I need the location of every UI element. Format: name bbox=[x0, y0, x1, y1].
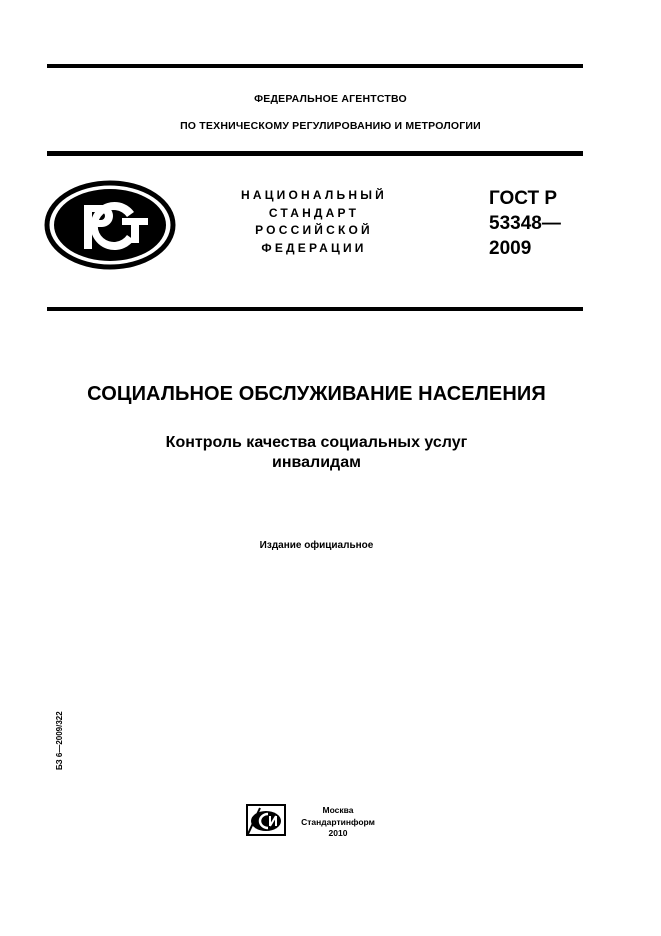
side-code: БЗ 6—2009/322 bbox=[55, 711, 64, 770]
national-standard-line: РОССИЙСКОЙ bbox=[255, 223, 373, 237]
document-subtitle bbox=[0, 433, 633, 473]
agency-name-line1: ФЕДЕРАЛЬНОЕ АГЕНТСТВО bbox=[254, 93, 407, 105]
top-rule bbox=[47, 64, 583, 68]
standard-code bbox=[489, 186, 561, 261]
national-standard-line: НАЦИОНАЛЬНЫЙ bbox=[240, 188, 388, 202]
standard-code-line2: 53348— bbox=[489, 213, 561, 234]
publisher-info bbox=[290, 805, 386, 840]
standard-code-line1: ГОСТ Р bbox=[489, 188, 558, 209]
header-bottom-rule bbox=[47, 307, 583, 311]
publication-year: 2010 bbox=[328, 828, 348, 838]
subtitle-line2: инвалидам bbox=[272, 454, 361, 471]
document-title: СОЦИАЛЬНОЕ ОБСЛУЖИВАНИЕ НАСЕЛЕНИЯ bbox=[87, 383, 546, 405]
subtitle-line1: Контроль качества социальных услуг bbox=[165, 434, 468, 451]
national-standard-line: СТАНДАРТ bbox=[268, 205, 360, 220]
national-standard-label bbox=[214, 187, 414, 257]
rst-certification-logo-icon bbox=[44, 180, 176, 275]
standard-code-year: 2009 bbox=[489, 238, 532, 259]
header-rule bbox=[47, 151, 583, 156]
publisher-city: Москва bbox=[322, 805, 354, 815]
publisher-name: Стандартинформ bbox=[301, 816, 375, 827]
national-standard-line: ФЕДЕРАЦИИ bbox=[261, 240, 367, 255]
standartinform-logo-icon bbox=[246, 804, 286, 841]
official-edition-label: Издание официальное bbox=[259, 540, 374, 551]
agency-name-line2: ПО ТЕХНИЧЕСКОМУ РЕГУЛИРОВАНИЮ И МЕТРОЛОГИИ bbox=[180, 120, 481, 132]
